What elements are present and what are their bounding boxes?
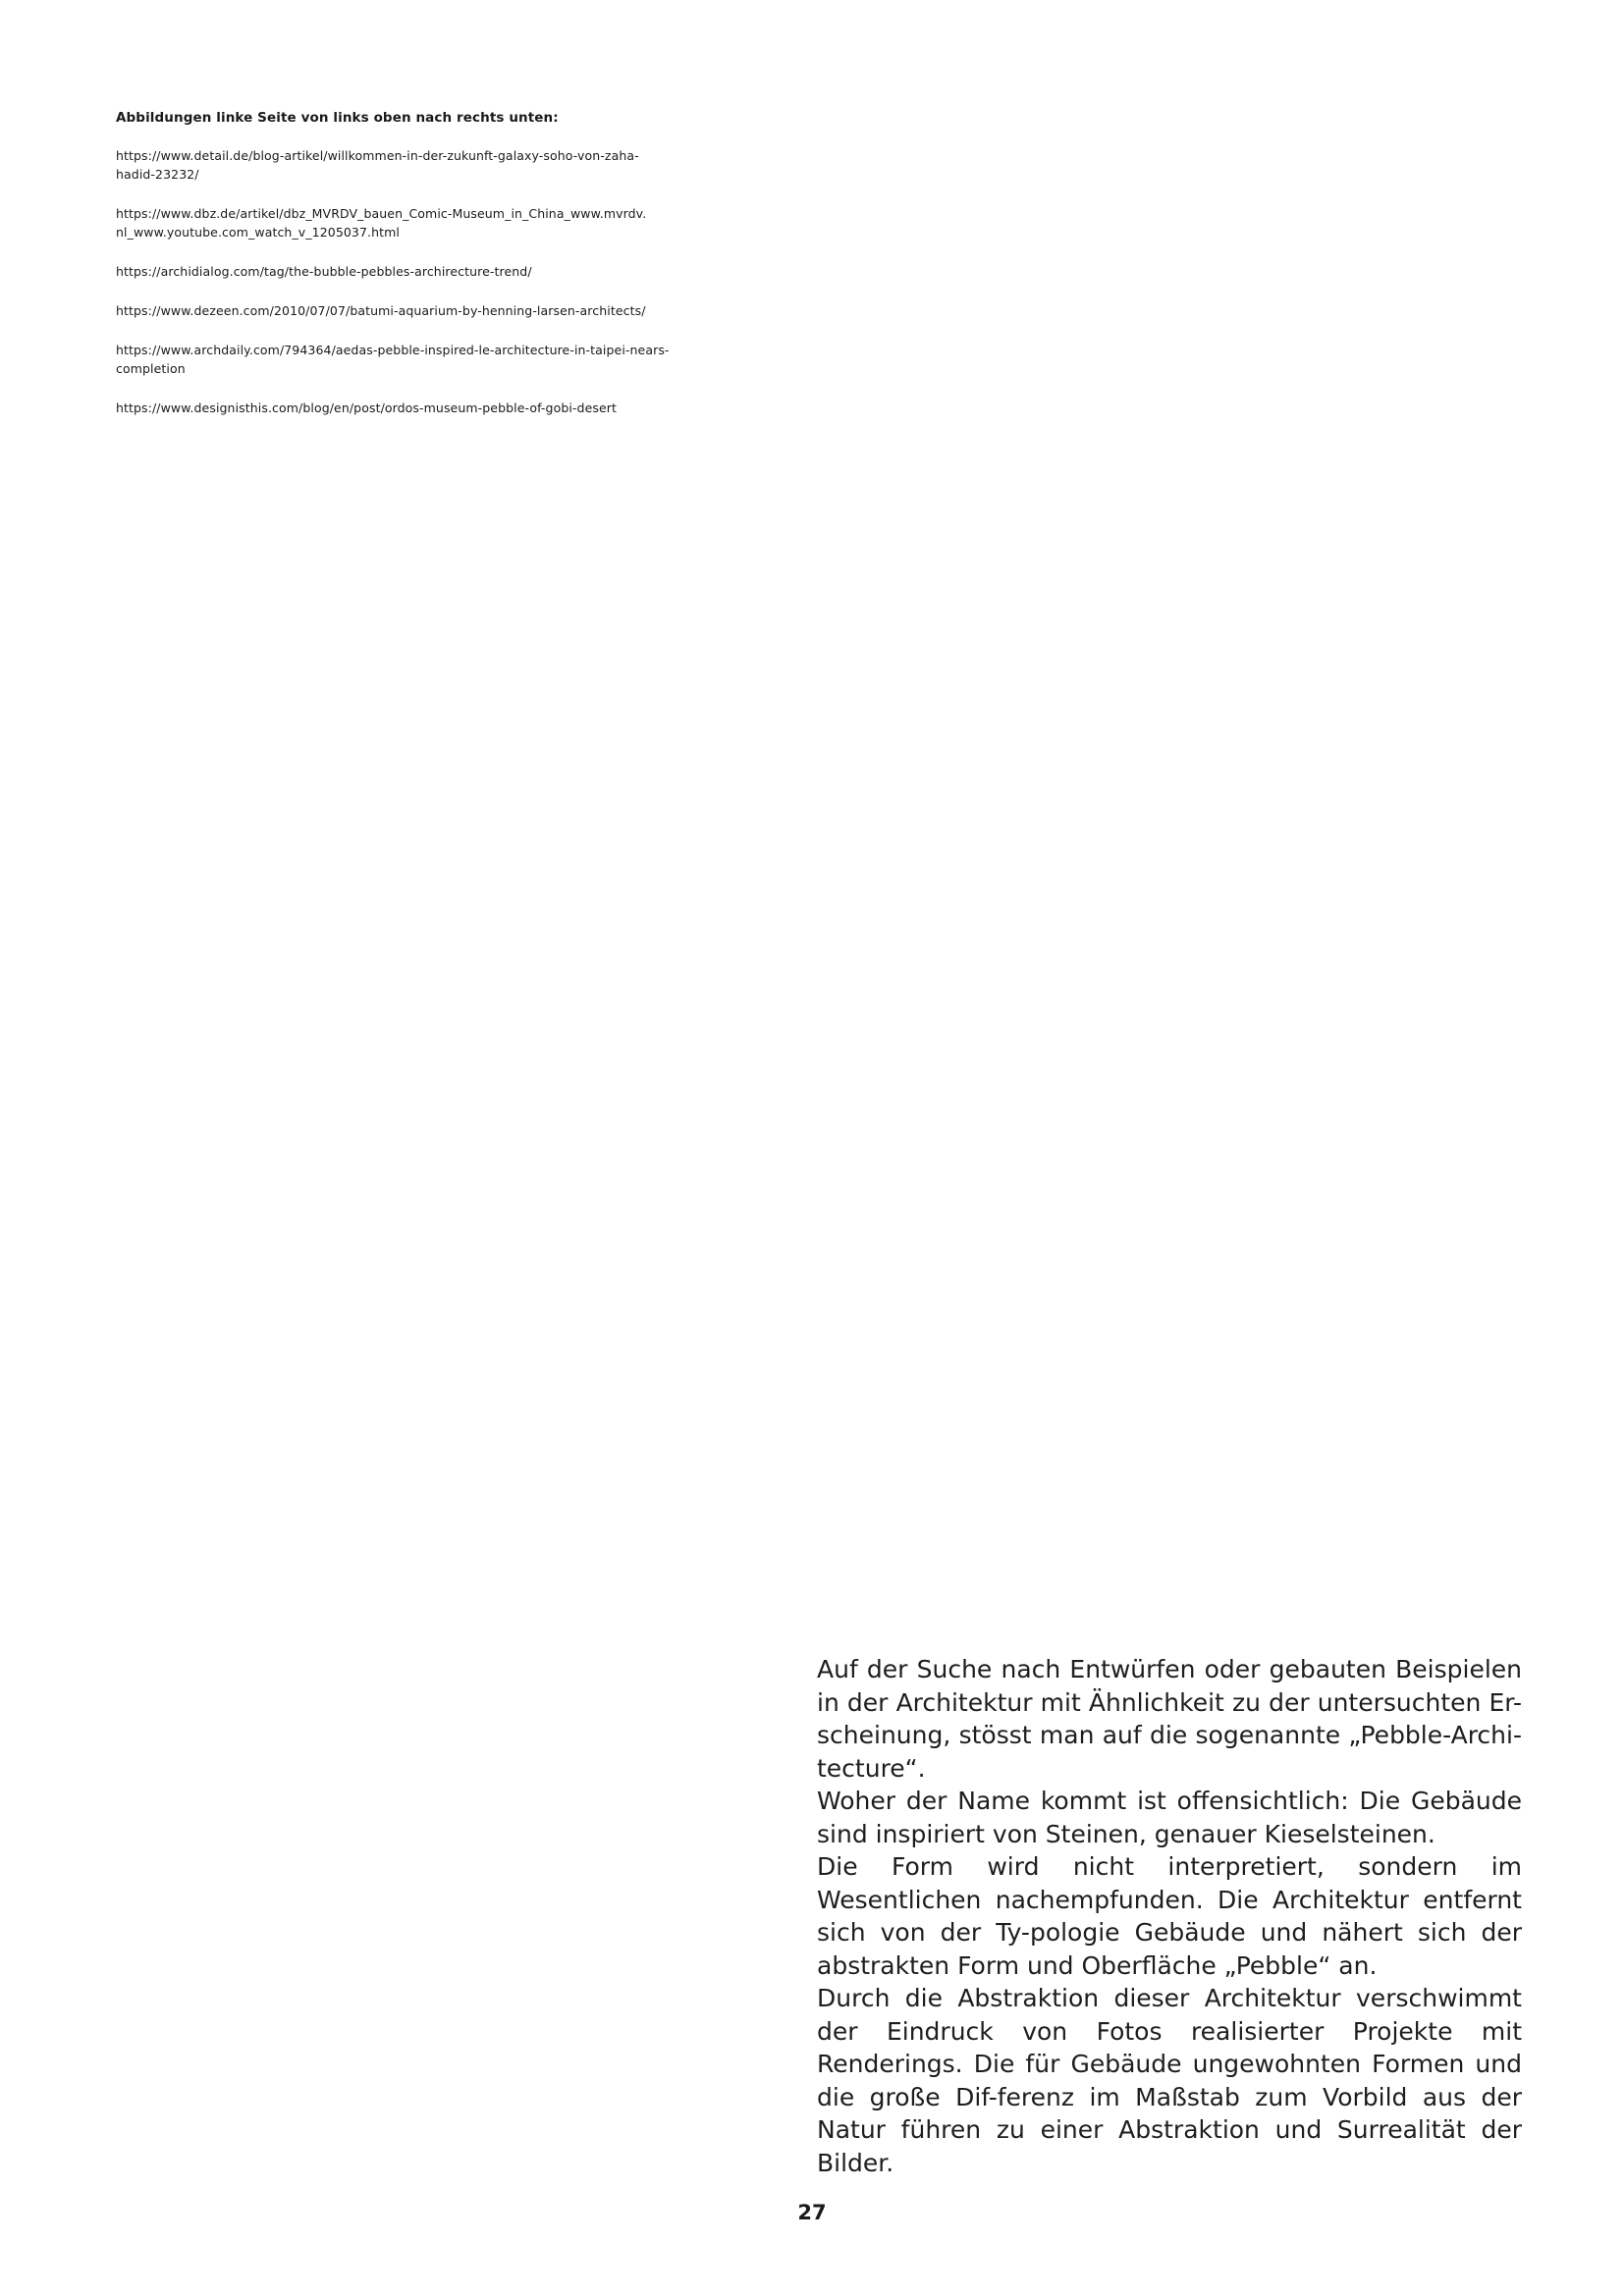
body-paragraph-1: Auf der Suche nach Entwürfen oder gebauten Beispielen in der Architektur mit Ähnlichkeit zu der untersuchten Er-scheinung, stösst man auf die sogenannte „Pebble-Archi-tecture“. bbox=[817, 1655, 1522, 1783]
credit-url-3: https://archidialog.com/tag/the-bubble-pebbles-archirecture-trend/ bbox=[116, 264, 532, 279]
body-text bbox=[817, 1653, 1522, 2179]
credit-url-4: https://www.dezeen.com/2010/07/07/batumi-aquarium-by-henning-larsen-architects/ bbox=[116, 303, 646, 318]
image-credits-heading: Abbildungen linke Seite von links oben nach rechts unten: bbox=[116, 110, 559, 126]
credit-url-5: https://www.archdaily.com/794364/aedas-pebble-inspired-le-architecture-in-taipei-nears- completion bbox=[116, 343, 670, 376]
body-paragraph-4: Durch die Abstraktion dieser Architektur verschwimmt der Eindruck von Fotos realisierter Projekte mit Renderings. Die für Gebäude ungewohnten Formen und die große Dif-ferenz im Maßstab zum Vorbild aus der Natur führen zu einer Abstraktion und Surrealität der Bilder. bbox=[817, 1984, 1522, 2177]
credit-url-6: https://www.designisthis.com/blog/en/post/ordos-museum-pebble-of-gobi-desert bbox=[116, 400, 618, 415]
image-credits bbox=[116, 110, 803, 438]
body-paragraph-2: Woher der Name kommt ist offensichtlich: Die Gebäude sind inspiriert von Steinen, genauer Kieselsteinen. bbox=[817, 1787, 1522, 1848]
body-paragraph-3: Die Form wird nicht interpretiert, sondern im Wesentlichen nachempfunden. Die Architektur entfernt sich von der Ty-pologie Gebäude und nähert sich der abstrakten Form und Oberfläche „Pebble“ an. bbox=[817, 1852, 1522, 1980]
credit-url-2: https://www.dbz.de/artikel/dbz_MVRDV_bauen_Comic-Museum_in_China_www.mvrdv. nl_www.youtube.com_watch_v_1205037.html bbox=[116, 206, 647, 240]
credit-url-1: https://www.detail.de/blog-artikel/willkommen-in-der-zukunft-galaxy-soho-von-zaha- hadid-23232/ bbox=[116, 148, 639, 182]
page-number: 27 bbox=[797, 2201, 827, 2224]
